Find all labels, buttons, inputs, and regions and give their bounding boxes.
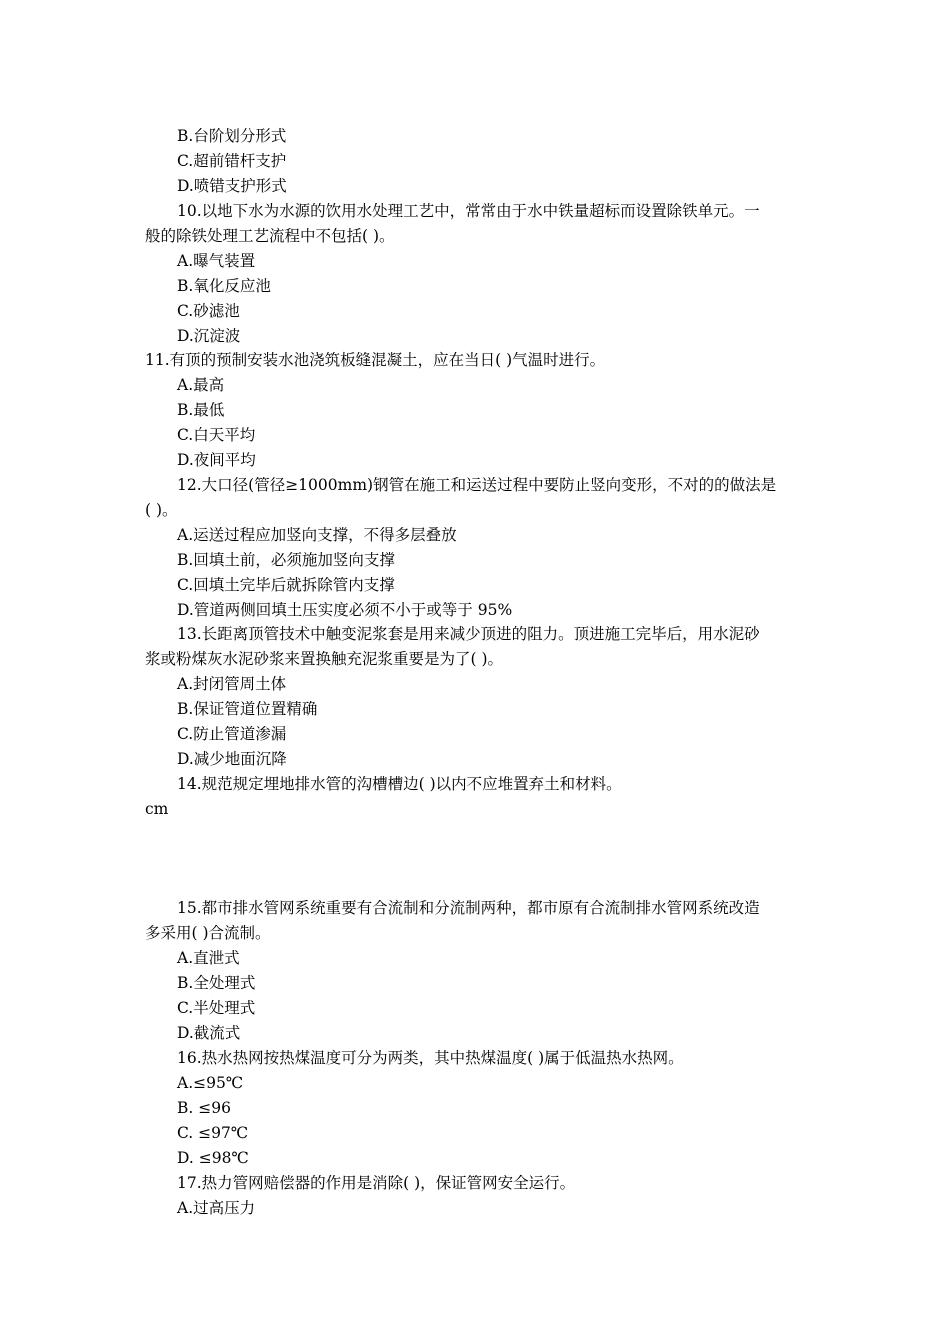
option-line: B.最低 (177, 401, 225, 419)
option-line: A.≤95℃ (177, 1074, 244, 1092)
question-line: 16.热水热网按热煤温度可分为两类，其中热煤温度( )属于低温热水热网。 (177, 1049, 684, 1067)
option-line: B.回填土前，必须施加竖向支撑 (177, 551, 395, 569)
option-line: D.夜间平均 (177, 451, 256, 469)
option-line: D.沉淀波 (177, 327, 241, 345)
option-line: D.减少地面沉降 (177, 750, 287, 768)
option-line: B.台阶划分形式 (177, 127, 287, 145)
option-line: C.防止管道渗漏 (177, 725, 287, 743)
unit-text: cm (145, 800, 169, 818)
option-line: C.回填土完毕后就拆除管内支撑 (177, 576, 395, 594)
question-line: 10.以地下水为水源的饮用水处理工艺中，常常由于水中铁量超标而设置除铁单元。一 (177, 202, 760, 220)
option-line: B.氧化反应池 (177, 277, 271, 295)
option-line: D.管道两侧回填土压实度必须不小于或等于 95% (177, 601, 513, 619)
question-line: 浆或粉煤灰水泥砂浆来置换触充泥浆重要是为了( )。 (145, 650, 504, 668)
question-line: 15.都市排水管网系统重要有合流制和分流制两种，都市原有合流制排水管网系统改造 (177, 899, 760, 917)
option-line: C.砂滤池 (177, 302, 240, 320)
question-line: 多采用( )合流制。 (145, 924, 271, 942)
option-line: C. ≤97℃ (177, 1124, 249, 1142)
option-line: A.过高压力 (177, 1199, 256, 1217)
option-line: C.白天平均 (177, 426, 256, 444)
option-line: C.超前错杆支护 (177, 152, 287, 170)
option-line: B. ≤96 (177, 1099, 231, 1117)
question-line: 般的除铁处理工艺流程中不包括( )。 (145, 227, 395, 245)
question-line: 12.大口径(管径≥1000mm)钢管在施工和运送过程中要防止竖向变形，不对的的做法是 (177, 476, 777, 494)
option-line: A.运送过程应加竖向支撑，不得多层叠放 (177, 526, 457, 544)
option-line: B.全处理式 (177, 974, 256, 992)
option-line: D. ≤98℃ (177, 1149, 249, 1167)
question-line: 11.有顶的预制安装水池浇筑板缝混凝土，应在当日( )气温时进行。 (145, 351, 606, 369)
question-line: 17.热力管网赔偿器的作用是消除( )，保证管网安全运行。 (177, 1174, 576, 1192)
option-line: A.直泄式 (177, 949, 240, 967)
question-line: ( )。 (145, 501, 178, 519)
question-line: 14.规范规定埋地排水管的沟槽槽边( )以内不应堆置弃土和材料。 (177, 775, 622, 793)
option-line: D.喷错支护形式 (177, 177, 287, 195)
option-line: C.半处理式 (177, 999, 256, 1017)
question-line: 13.长距离顶管技术中触变泥浆套是用来减少顶进的阻力。顶进施工完毕后，用水泥砂 (177, 625, 760, 643)
option-line: B.保证管道位置精确 (177, 700, 318, 718)
option-line: D.截流式 (177, 1024, 241, 1042)
option-line: A.曝气装置 (177, 252, 256, 270)
option-line: A.最高 (177, 376, 225, 394)
option-line: A.封闭管周土体 (177, 675, 287, 693)
